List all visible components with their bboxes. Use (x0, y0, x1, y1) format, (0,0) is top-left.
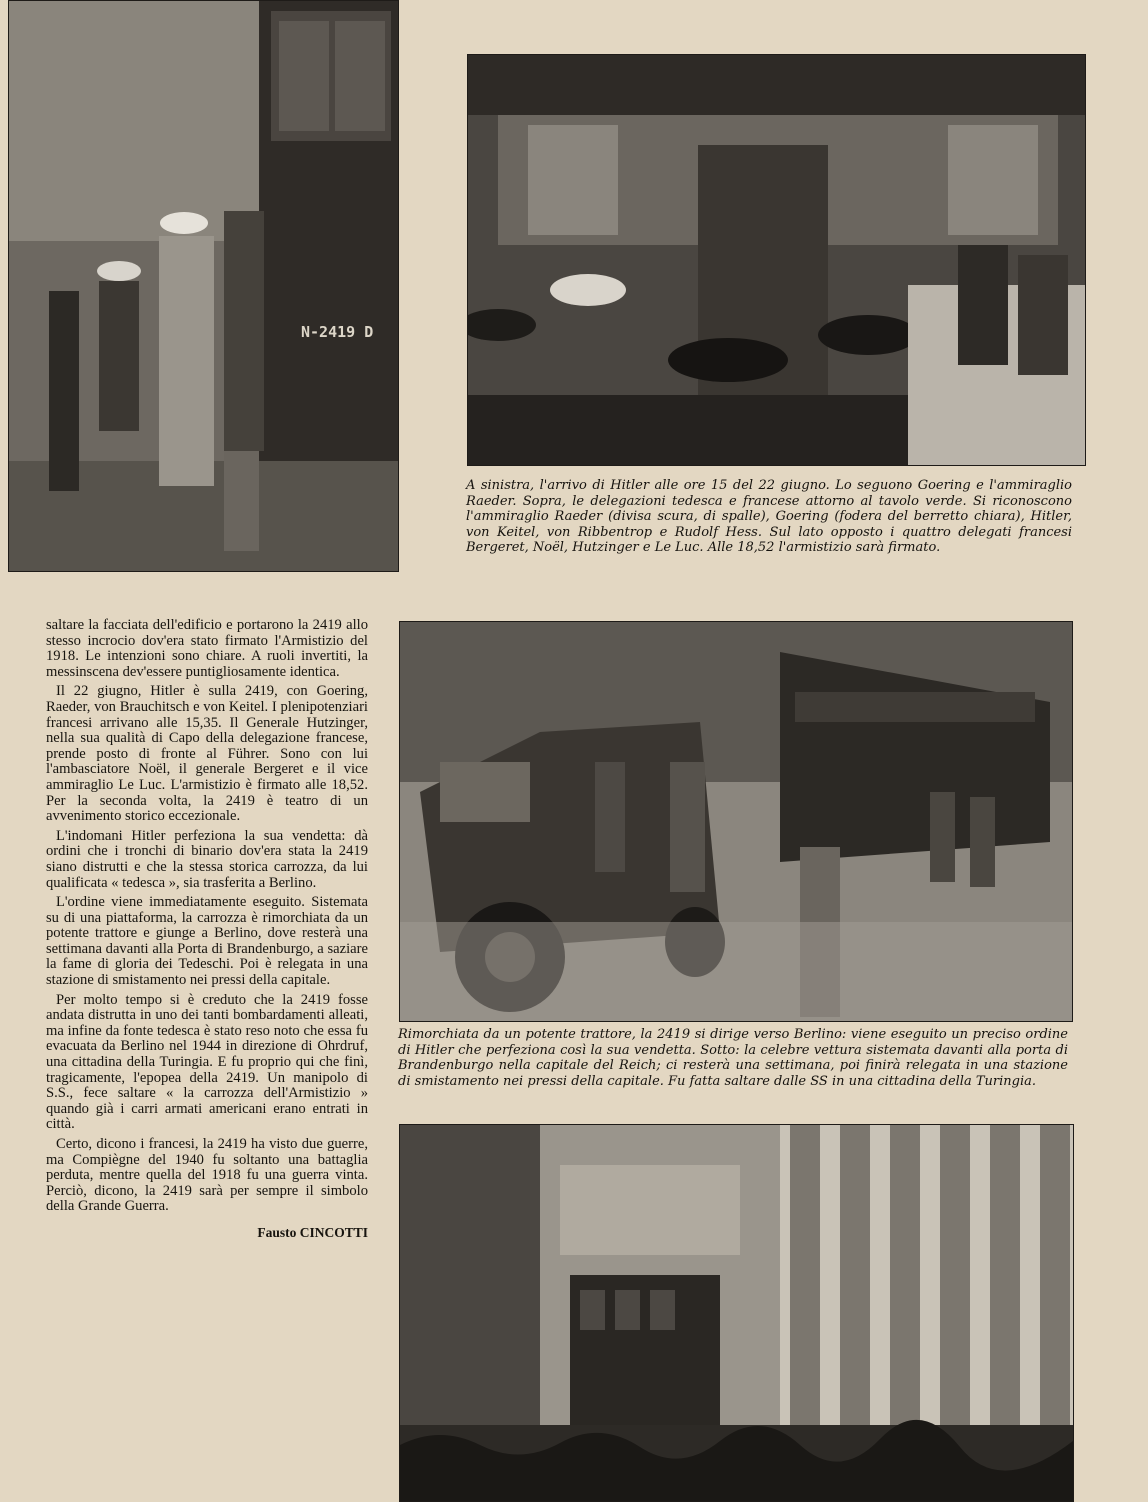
article-paragraph: L'ordine viene immediatamente eseguito. Sistemata su di una piattaforma, la carrozza è rimorchiata da un potente trattore e giunge a Berlino, dove resterà una settimana davanti alla Porta di Brandenburgo, a saziare la fame di gloria dei Tedeschi. Poi è relegata in una stazione di smistamento nei pressi della capitale. (46, 894, 368, 989)
photo-car-brandenburg-gate (399, 1124, 1074, 1502)
article-body (46, 618, 368, 1241)
article-paragraph: Il 22 giugno, Hitler è sulla 2419, con Goering, Raeder, von Brauchitsch e von Keitel. I plenipotenziari francesi arrivano alle 15,35. Il Generale Hutzinger, nella sua qualità di Capo della delegazione francese, prende posto di fronte al Führer. Sono con lui l'ambasciatore Noël, il generale Bergeret e il vice ammiraglio Le Luc. L'armistizio è firmato alle 18,52. Per la seconda volta, la 2419 è teatro di un avvenimento storico eccezionale. (46, 683, 368, 825)
caption-top-right: A sinistra, l'arrivo di Hitler alle ore 15 del 22 giugno. Lo seguono Goering e l'ammiraglio Raeder. Sopra, le delegazioni tedesca e francese attorno al tavolo verde. Si riconoscono l'ammiraglio Raeder (divisa scura, di spalle), Goering (fodera del berretto chiara), Hitler, von Keitel, von Ribbentrop e Rudolf Hess. Sul lato opposto i quattro delegati francesi Bergeret, Noël, Hutzinger e Le Luc. Alle 18,52 l'armistizio sarà firmato. (466, 478, 1072, 555)
photo-arrival-at-railway-car (8, 0, 399, 572)
photo-truck-towing-car (399, 621, 1073, 1022)
article-paragraph: L'indomani Hitler perfeziona la sua vendetta: dà ordini che i tronchi di binario dov'era stata la 2419 siano distrutti e che la stessa storica carrozza, da lui qualificata « tedesca », sia trasferita a Berlino. (46, 827, 368, 891)
railway-car-number: N-2419 D (301, 323, 374, 341)
caption-middle: Rimorchiata da un potente trattore, la 2419 si dirige verso Berlino: viene eseguito un preciso ordine di Hitler che perfeziona così la sua vendetta. Sotto: la celebre vettura sistemata davanti alla porta di Brandenburgo nella capitale del Reich; ci resterà una settimana, poi finirà relegata in una stazione di smistamento nei pressi della capitale. Fu fatta saltare dalle SS in una cittadina della Turingia. (398, 1027, 1068, 1089)
author-byline: Fausto CINCOTTI (257, 1224, 368, 1240)
article-paragraph: saltare la facciata dell'edificio e portarono la 2419 allo stesso incrocio dov'era stato firmato l'Armistizio del 1918. Le intenzioni sono chiare. A ruoli invertiti, la messinscena dev'essere puntigliosamente identica. (46, 617, 368, 680)
article-paragraph: Certo, dicono i francesi, la 2419 ha visto due guerre, ma Compiègne del 1940 fu soltanto una battaglia perduta, mentre quella del 1918 fu una guerra vinta. Perciò, dicono, la 2419 sarà per sempre il simbolo della Grande Guerra. (46, 1136, 368, 1215)
photo-delegations-at-table (467, 54, 1086, 466)
article-paragraph: Per molto tempo si è creduto che la 2419 fosse andata distrutta in uno dei tanti bombardamenti alleati, ma infine da fonte tedesca è stato reso noto che essa fu evacuata da Berlino nel 1944 in direzione di Ohrdruf, una cittadina della Turingia. E fu proprio qui che finì, tragicamente, l'epopea della 2419. Un manipolo di S.S., fece saltare « la carrozza dell'Armistizio » quando già i carri armati americani erano entrati in città. (46, 991, 368, 1133)
